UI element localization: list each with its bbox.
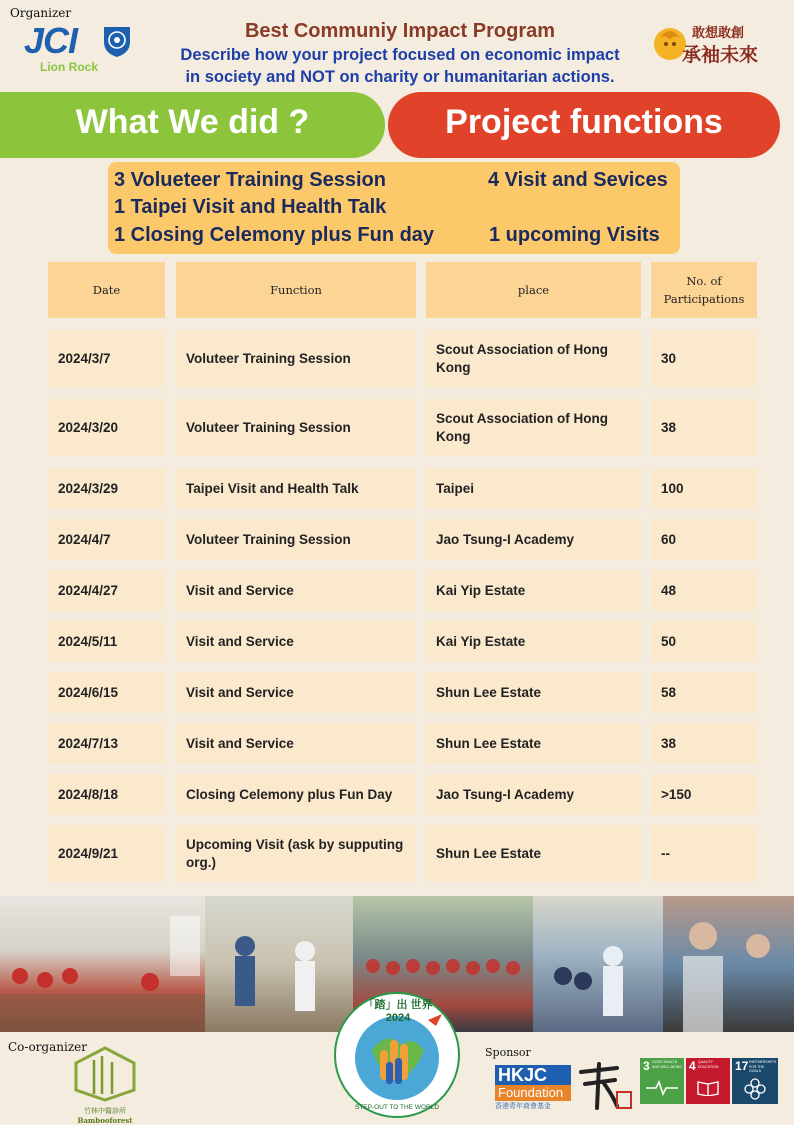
cell-participations: 38 [651, 723, 757, 764]
cell-place: Scout Association of Hong Kong [426, 399, 641, 456]
cell-place: Taipei [426, 468, 641, 509]
brand-logo [652, 18, 772, 74]
project-functions-label: Project functions [445, 103, 723, 141]
header-date: Date [48, 262, 165, 318]
cell-function: Visit and Service [176, 570, 416, 611]
sdg-4-title: QUALITY EDUCATION [698, 1060, 719, 1069]
sdg-3-title: GOOD HEALTH AND WELL-BEING [652, 1060, 682, 1069]
header-function: Function [176, 262, 416, 318]
cell-date: 2024/4/27 [48, 570, 165, 611]
cell-participations: 38 [651, 399, 757, 456]
jci-logo [22, 20, 142, 76]
step-out-logo [332, 990, 462, 1120]
brand-logo-line-2: 承袖未來 [682, 44, 759, 66]
cell-participations: 30 [651, 330, 757, 387]
summary-box [108, 162, 680, 254]
cell-place: Shun Lee Estate [426, 723, 641, 764]
cell-place: Shun Lee Estate [426, 825, 641, 882]
co-organizer-cn-text: 竹林中醫診所 [84, 1107, 126, 1115]
jci-logo-text: JCI [24, 20, 78, 61]
what-we-did-banner [0, 92, 385, 158]
cell-date: 2024/3/7 [48, 330, 165, 387]
photo-training-session [0, 896, 205, 1032]
calligraphy-seal-logo [577, 1062, 633, 1112]
cell-function: Closing Celemony plus Fun Day [176, 774, 416, 815]
project-functions-banner [388, 92, 780, 158]
cell-participations: 58 [651, 672, 757, 713]
organizer-label: Organizer [10, 6, 72, 20]
description-line-1: Describe how your project focused on economic impact [180, 46, 620, 64]
cell-function: Upcoming Visit (ask by supputing org.) [176, 825, 416, 882]
cell-place: Shun Lee Estate [426, 672, 641, 713]
book-icon [696, 1078, 720, 1096]
cell-date: 2024/3/29 [48, 468, 165, 509]
calligraphy-brush-icon [577, 1062, 633, 1112]
description-line-2: in society and NOT on charity or humanitarian actions. [185, 68, 615, 86]
jci-logo-subtitle: Lion Rock [40, 60, 99, 74]
heartbeat-icon [646, 1080, 678, 1096]
summary-item: 1 Closing Celemony plus Fun day [114, 224, 435, 246]
sdg-17-title: PARTNERSHIPS FOR THE GOALS [749, 1060, 776, 1073]
sdg-4-number: 4 [689, 1059, 696, 1073]
step-out-title: 「踏」出 世界 2024 [363, 999, 433, 1024]
cell-function: Visit and Service [176, 621, 416, 662]
step-out-subtitle: STEP-OUT TO THE WORLD [354, 1104, 440, 1111]
summary-item: 3 Volueteer Training Session [114, 169, 386, 191]
what-we-did-label: What We did ? [75, 103, 310, 141]
sdg-17-number: 17 [735, 1059, 749, 1073]
brand-logo-line-1: 敢想敢創 [692, 26, 745, 41]
cell-function: Visit and Service [176, 672, 416, 713]
photo-estate-visit-people-icon [663, 896, 794, 1032]
cell-participations: 100 [651, 468, 757, 509]
cell-function: Voluteer Training Session [176, 330, 416, 387]
cell-participations: >150 [651, 774, 757, 815]
photo-training-people-icon [0, 896, 205, 1032]
cell-function: Voluteer Training Session [176, 519, 416, 560]
sdg-badges [640, 1058, 780, 1104]
sdg-17-badge [732, 1058, 778, 1104]
cell-date: 2024/5/11 [48, 621, 165, 662]
photo-estate-visit [663, 896, 794, 1032]
cell-function: Visit and Service [176, 723, 416, 764]
sdg-3-badge [640, 1058, 684, 1104]
co-organizer-logo [70, 1046, 140, 1125]
cell-date: 2024/4/7 [48, 519, 165, 560]
co-organizer-label: Co-organizer [8, 1040, 87, 1054]
cell-place: Scout Association of Hong Kong [426, 330, 641, 387]
sponsor-label: Sponsor [485, 1046, 531, 1059]
sdg-3-number: 3 [643, 1059, 650, 1073]
photo-health-talk-people-icon [205, 896, 353, 1032]
photo-health-talk [205, 896, 353, 1032]
photo-closing-ceremony [533, 896, 663, 1032]
co-organizer-en-text: Bambooforest [77, 1116, 133, 1125]
hkjc-logo-subtitle: Foundation [495, 1085, 571, 1101]
cell-date: 2024/7/13 [48, 723, 165, 764]
cell-place: Kai Yip Estate [426, 621, 641, 662]
header-place: place [426, 262, 641, 318]
hkjc-foundation-logo [495, 1065, 571, 1113]
cell-participations: 60 [651, 519, 757, 560]
header-participations-line-1: No. of [686, 274, 722, 288]
header-participations-line-2: Participations [663, 292, 745, 306]
cell-participations: -- [651, 825, 757, 882]
header-participations [651, 262, 757, 318]
cell-place: Kai Yip Estate [426, 570, 641, 611]
partnership-flower-icon [744, 1078, 766, 1100]
page-title: Best Communiy Impact Program [244, 20, 556, 42]
cell-date: 2024/3/20 [48, 399, 165, 456]
cell-place: Jao Tsung-I Academy [426, 774, 641, 815]
page-description [150, 44, 650, 88]
jci-shield-icon [102, 24, 132, 58]
hkjc-logo-cn: 香港青年商會基金 [495, 1102, 551, 1110]
bamboo-hexagon-icon [70, 1046, 140, 1102]
cell-date: 2024/8/18 [48, 774, 165, 815]
summary-item: 4 Visit and Sevices [488, 169, 668, 191]
cell-date: 2024/6/15 [48, 672, 165, 713]
sdg-4-badge [686, 1058, 730, 1104]
hkjc-logo-text: HKJC [495, 1065, 571, 1085]
summary-item: 1 Taipei Visit and Health Talk [114, 196, 387, 218]
cell-place: Jao Tsung-I Academy [426, 519, 641, 560]
cell-function: Voluteer Training Session [176, 399, 416, 456]
cell-function: Taipei Visit and Health Talk [176, 468, 416, 509]
cell-participations: 48 [651, 570, 757, 611]
photo-closing-people-icon [533, 896, 663, 1032]
cell-participations: 50 [651, 621, 757, 662]
summary-item: 1 upcoming Visits [489, 224, 660, 246]
cell-date: 2024/9/21 [48, 825, 165, 882]
